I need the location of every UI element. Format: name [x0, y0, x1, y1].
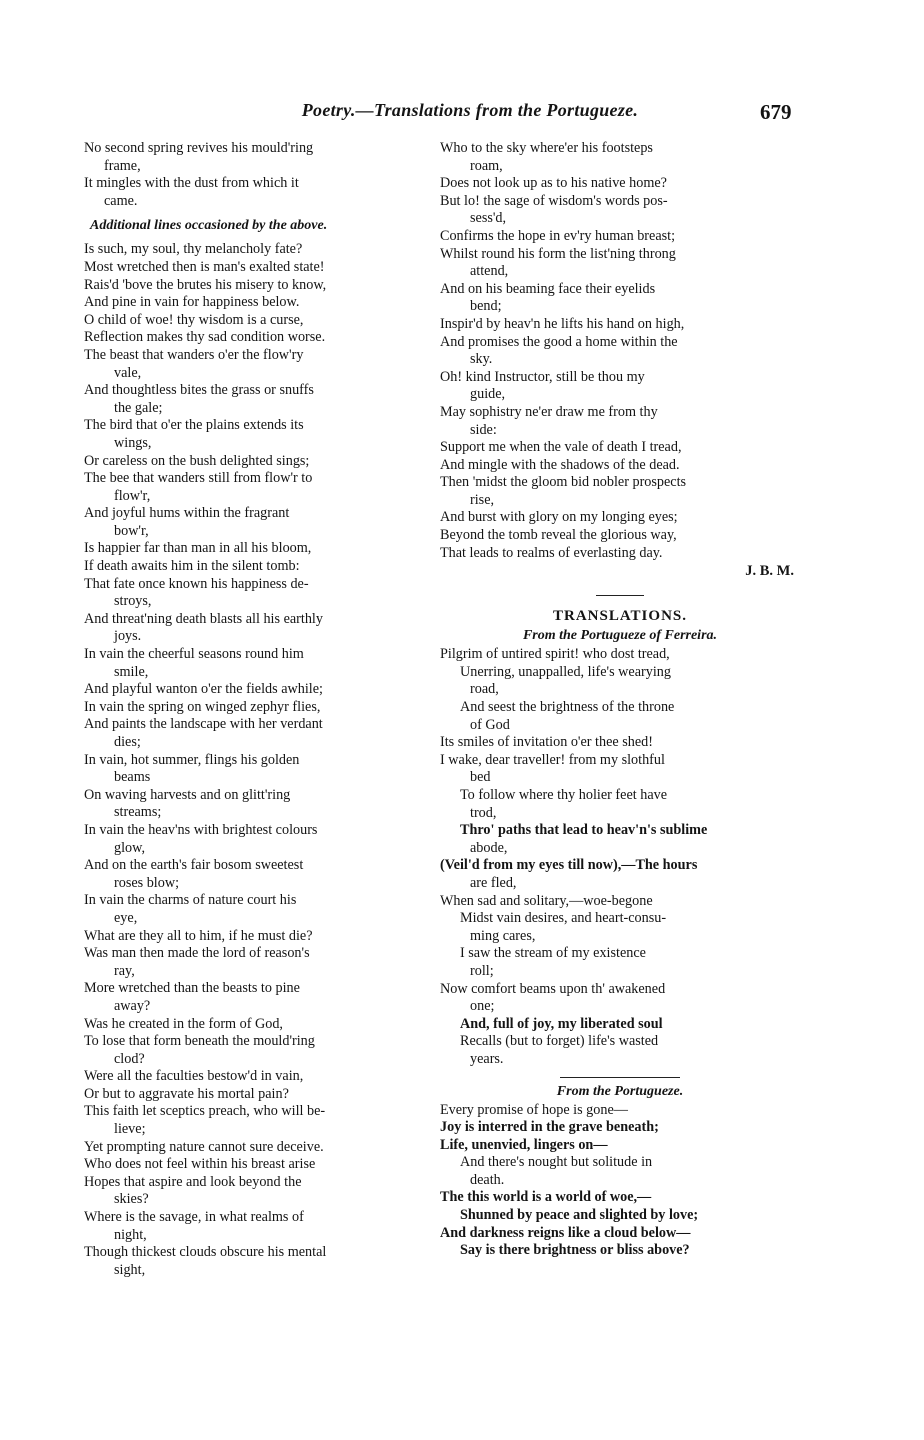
poem-line: Thro' paths that lead to heav'n's sublime: [460, 822, 708, 839]
left-column: [84, 140, 424, 1279]
poem-line: And seest the brightness of the throne: [460, 699, 675, 716]
poem-line: The bird that o'er the plains extends its: [84, 417, 304, 434]
poem-line: flow'r,: [114, 487, 151, 504]
poem-line: Who does not feel within his breast arise: [84, 1156, 316, 1173]
poem-line: Joy is interred in the grave beneath;: [440, 1119, 659, 1136]
translation-heading: From the Portugueze of Ferreira.: [522, 628, 718, 644]
poem-line: And threat'ning death blasts all his earthly: [84, 610, 323, 627]
poem-line: Oh! kind Instructor, still be thou my: [440, 368, 645, 385]
poem-line: trod,: [470, 804, 497, 821]
poem-line: death.: [470, 1171, 505, 1188]
section-title: TRANSLATIONS.: [552, 608, 687, 625]
poem-line: Confirms the hope in ev'ry human breast;: [440, 227, 676, 244]
poem-line: roll;: [470, 962, 494, 979]
poem-line: dies;: [114, 734, 141, 750]
right-column: [440, 140, 800, 1260]
poem-line: The bee that wanders still from flow'r to: [84, 470, 313, 487]
poem-line: Whilst round his form the list'ning throng: [440, 245, 676, 262]
poem-line: Does not look up as to his native home?: [440, 175, 667, 192]
poem-line: And thoughtless bites the grass or snuffs: [84, 382, 314, 399]
poem-line: glow,: [114, 839, 145, 856]
poem-line: In vain, hot summer, flings his golden: [84, 751, 300, 768]
poem-line: side:: [470, 421, 497, 438]
poem-line: I wake, dear traveller! from my slothful: [440, 751, 665, 768]
poem-line: abode,: [470, 839, 508, 856]
poem-line: And, full of joy, my liberated soul: [460, 1015, 663, 1032]
poem-line: roses blow;: [114, 874, 180, 891]
poem-line: What are they all to him, if he must die?: [84, 927, 313, 944]
poem-line: years.: [470, 1050, 504, 1067]
poem-line: (Veil'd from my eyes till now),—The hours: [440, 857, 698, 874]
section-divider: [596, 595, 644, 596]
poem-line: bend;: [470, 298, 502, 315]
poem-line: ray,: [114, 962, 135, 979]
poem-line: More wretched than the beasts to pine: [84, 980, 300, 997]
poem-line: On waving harvests and on glitt'ring: [84, 786, 291, 803]
poem-line: skies?: [114, 1191, 149, 1208]
poem-line: are fled,: [470, 874, 517, 891]
page-number: 679: [760, 100, 792, 124]
poem-line: Beyond the tomb reveal the glorious way,: [440, 527, 677, 544]
poem-line: bow'r,: [114, 522, 149, 539]
poem-line: Hopes that aspire and look beyond the: [84, 1173, 302, 1190]
poem-line: Its smiles of invitation o'er thee shed!: [440, 734, 653, 751]
poem-line: attend,: [470, 263, 509, 280]
poem-line: Or but to aggravate his mortal pain?: [84, 1085, 289, 1102]
poem-line: guide,: [470, 386, 506, 403]
poem-line: And burst with glory on my longing eyes;: [440, 509, 678, 526]
poem-line: Who to the sky where'er his footsteps: [440, 140, 653, 156]
poem-line: sky.: [470, 351, 493, 368]
poem-line: It mingles with the dust from which it: [84, 175, 299, 192]
poem-line: And mingle with the shadows of the dead.: [440, 456, 680, 473]
poem-line: stroys,: [114, 593, 152, 610]
poem-line: In vain the heav'ns with brightest colours: [84, 821, 318, 838]
poem-line: sight,: [114, 1261, 146, 1278]
poem-line: ming cares,: [470, 927, 536, 944]
translation-heading: From the Portugueze.: [556, 1083, 684, 1099]
poem-line: But lo! the sage of wisdom's words pos-: [440, 192, 668, 209]
poem-line: Support me when the vale of death I tread,: [440, 439, 682, 456]
poem-line: Where is the savage, in what realms of: [84, 1209, 304, 1226]
poem-line: To follow where thy holier feet have: [460, 787, 668, 803]
poem-line: And there's nought but solitude in: [460, 1154, 653, 1171]
poem-line: No second spring revives his mould'ring: [84, 140, 314, 156]
poem-line: And on his beaming face their eyelids: [440, 280, 656, 297]
running-head: [0, 100, 924, 130]
poem-line: one;: [470, 998, 495, 1015]
poem-line: bed: [470, 769, 491, 786]
poem-line: away?: [114, 997, 151, 1014]
poem-line: The beast that wanders o'er the flow'ry: [84, 346, 304, 363]
poem-line: May sophistry ne'er draw me from thy: [440, 403, 658, 420]
poem-line: Yet prompting nature cannot sure deceive.: [84, 1138, 324, 1155]
poem-line: the gale;: [114, 399, 163, 416]
poem-line: To lose that form beneath the mould'ring: [84, 1033, 315, 1050]
poem-line: And on the earth's fair bosom sweetest: [84, 857, 304, 874]
poem-line: smile,: [114, 663, 149, 680]
poem-line: lieve;: [114, 1121, 146, 1138]
poem-line: Were all the faculties bestow'd in vain,: [84, 1068, 304, 1085]
poem-line: Recalls (but to forget) life's wasted: [460, 1033, 659, 1050]
poem-line: clod?: [114, 1050, 145, 1067]
poem-line: Is such, my soul, thy melancholy fate?: [84, 241, 303, 258]
poem-line: Midst vain desires, and heart-consu-: [460, 910, 667, 927]
poem-line: road,: [470, 681, 499, 698]
signature: J. B. M.: [745, 563, 794, 580]
poem-line: And joyful hums within the fragrant: [84, 505, 290, 522]
poem-line: streams;: [114, 804, 162, 821]
poem-line: And darkness reigns like a cloud below—: [440, 1224, 691, 1241]
poem-line: O child of woe! thy wisdom is a curse,: [84, 311, 304, 328]
poem-line: Or careless on the bush delighted sings;: [84, 452, 310, 469]
poem-line: And promises the good a home within the: [440, 333, 678, 350]
poem-line: And paints the landscape with her verdant: [84, 716, 323, 733]
poem-line: Was he created in the form of God,: [84, 1015, 283, 1032]
poem-line: Rais'd 'bove the brutes his misery to know,: [84, 276, 327, 293]
poem-line: This faith let sceptics preach, who will be-: [84, 1103, 326, 1120]
poem-line: night,: [114, 1226, 147, 1243]
poem-line: If death awaits him in the silent tomb:: [84, 558, 300, 575]
poem-line: Pilgrim of untired spirit! who dost tread,: [440, 646, 670, 663]
poem-line: Most wretched then is man's exalted state!: [84, 258, 325, 275]
poem-line: Life, unenvied, lingers on—: [440, 1136, 608, 1153]
poem-line: joys.: [114, 628, 142, 645]
poem-line: Unerring, unappalled, life's wearying: [460, 663, 671, 680]
poem-line: The this world is a world of woe,—: [440, 1189, 652, 1206]
poem-line: eye,: [114, 909, 138, 926]
poem-line: In vain the cheerful seasons round him: [84, 646, 304, 663]
poem-line: Reflection makes thy sad condition worse.: [84, 329, 326, 346]
poem-line: Inspir'd by heav'n he lifts his hand on high,: [440, 315, 685, 332]
poem-line: I saw the stream of my existence: [460, 945, 646, 962]
poem-line: Though thickest clouds obscure his mental: [84, 1244, 327, 1261]
poem-line: Say is there brightness or bliss above?: [460, 1242, 690, 1259]
poem-line: frame,: [104, 157, 141, 174]
poem-line: roam,: [470, 157, 503, 174]
poem-line: That fate once known his happiness de-: [84, 575, 309, 592]
poem-line: And pine in vain for happiness below.: [84, 294, 300, 311]
poem-line: Every promise of hope is gone—: [440, 1101, 628, 1118]
poem-line: Is happier far than man in all his bloom,: [84, 540, 312, 557]
poem-line: That leads to realms of everlasting day.: [440, 544, 663, 561]
poem-line: of God: [470, 716, 510, 733]
poem-line: Was man then made the lord of reason's: [84, 945, 310, 962]
poem-line: wings,: [114, 434, 152, 451]
poem-line: In vain the charms of nature court his: [84, 892, 297, 909]
poem-line: came.: [104, 192, 138, 209]
section-divider: [560, 1077, 680, 1078]
poem-line: When sad and solitary,—woe-begone: [440, 892, 653, 909]
poem-line: rise,: [470, 491, 495, 508]
poem-line: Now comfort beams upon th' awakened: [440, 980, 666, 997]
running-title: Poetry.—Translations from the Portugueze.: [301, 100, 639, 120]
poem-line: Shunned by peace and slighted by love;: [460, 1207, 699, 1224]
poem-heading: Additional lines occasioned by the above.: [90, 218, 328, 234]
poem-line: sess'd,: [470, 210, 507, 227]
poem-line: beams: [114, 769, 151, 786]
poem-line: In vain the spring on winged zephyr flies,: [84, 698, 321, 715]
poem-line: Then 'midst the gloom bid nobler prospects: [440, 474, 687, 491]
poem-line: vale,: [114, 364, 142, 381]
poem-line: And playful wanton o'er the fields awhile;: [84, 681, 323, 698]
